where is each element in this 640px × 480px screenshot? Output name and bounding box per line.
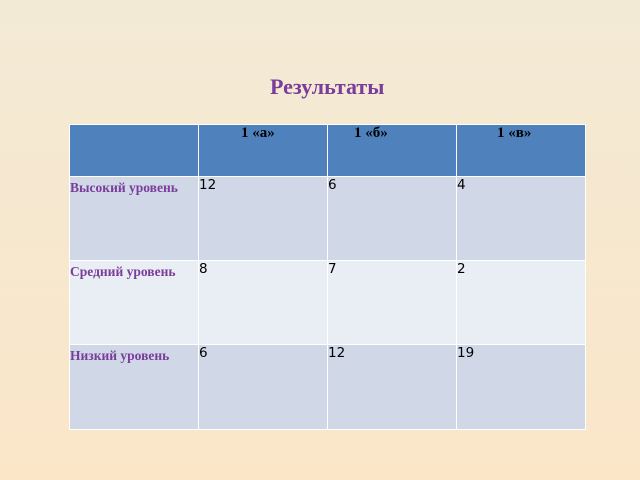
table-row-medium xyxy=(70,261,586,345)
row-label-low: Низкий уровень xyxy=(70,345,199,430)
column-header-1v: 1 «в» xyxy=(457,125,586,177)
row-label-high: Высокий уровень xyxy=(70,177,199,261)
header-corner-cell xyxy=(70,125,199,177)
cell-high-1a: 12 xyxy=(199,177,328,261)
slide-title: Результаты xyxy=(270,74,385,99)
results-table xyxy=(69,124,586,430)
cell-medium-1a: 8 xyxy=(199,261,328,345)
cell-low-1v: 19 xyxy=(457,345,586,430)
cell-high-1v: 4 xyxy=(457,177,586,261)
cell-low-1b: 12 xyxy=(328,345,457,430)
cell-medium-1b: 7 xyxy=(328,261,457,345)
cell-high-1b: 6 xyxy=(328,177,457,261)
row-label-medium: Средний уровень xyxy=(70,261,199,345)
cell-medium-1v: 2 xyxy=(457,261,586,345)
column-header-1b: 1 «б» xyxy=(328,125,457,177)
column-header-1a: 1 «а» xyxy=(199,125,328,177)
table-row-high xyxy=(70,177,586,261)
table-row-low xyxy=(70,345,586,430)
table-header-row xyxy=(70,125,586,177)
cell-low-1a: 6 xyxy=(199,345,328,430)
